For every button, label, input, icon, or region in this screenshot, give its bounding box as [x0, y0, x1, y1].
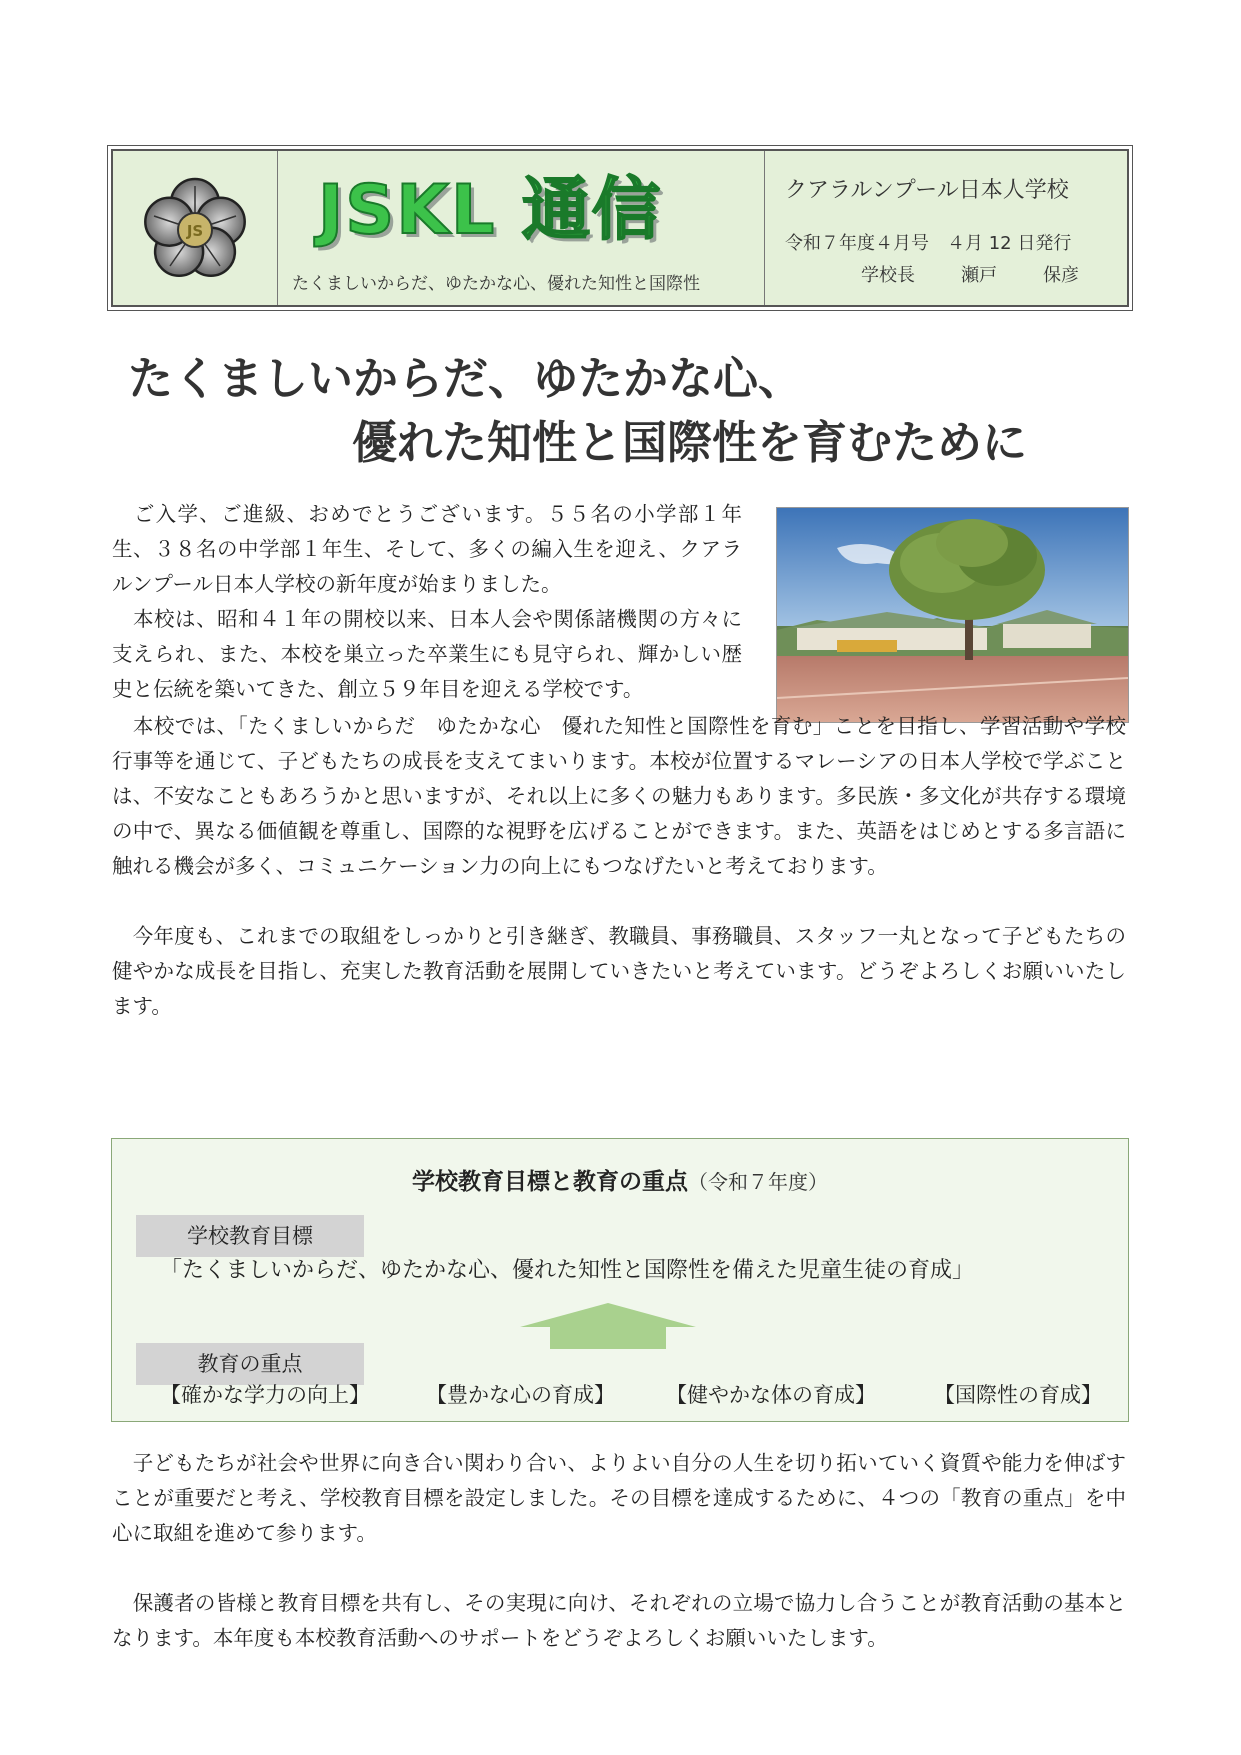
paragraph-history: 本校は、昭和４１年の開校以来、日本人会や関係諸機関の方々に支えられ、また、本校を巣立った卒業生にも見守られ、輝かしい歴史と伝統を築いてきた、創立５９年目を迎える学校です。 [112, 607, 742, 701]
school-building-photo [776, 507, 1129, 723]
paragraph-vision: 本校では、「たくましいからだ ゆたかな心 優れた知性と国際性を育む」ことを目指し、学習活動や学校行事等を通じて、子どもたちの成長を支えてまいります。本校が位置するマレーシアの日本人学校で学ぶことは、不安なこともあろうかと思いますが、それ以上に多くの魅力もあります。多民族・多文化が共存する環境の中で、異なる価値観を尊重し、国際的な視野を広げることができます。また、英語をはじめとする多言語に触れる機会が多く、コミュニケーション力の向上にもつなげたいと考えております。 [112, 714, 1126, 878]
up-arrow-icon [520, 1301, 696, 1351]
focus-item-academic: 【確かな学力の向上】 [160, 1383, 370, 1407]
paragraph-welcome: ご入学、ご進級、おめでとうございます。５５名の小学部１年生、３８名の中学部１年生、そして、多くの編入生を迎え、クアラルンプール日本人学校の新年度が始まりました。 [112, 502, 742, 596]
focus-item-heart: 【豊かな心の育成】 [426, 1383, 615, 1407]
school-motto: たくましいからだ、ゆたかな心、優れた知性と国際性 [292, 274, 700, 294]
intro-paragraphs [112, 497, 742, 707]
goals-year: （令和７年度） [688, 1170, 828, 1194]
masthead [111, 149, 1129, 307]
newsletter-title: JSKL 通信 [318, 171, 662, 250]
school-emblem-icon [137, 175, 253, 285]
school-photo-image [777, 508, 1128, 722]
principal-surname: 瀬戸 [961, 265, 997, 286]
paragraph-request: 保護者の皆様と教育目標を共有し、その実現に向け、それぞれの立場で協力し合うことが教育活動の基本となります。本年度も本校教育活動へのサポートをどうぞよろしくお願いいたします。 [112, 1591, 1126, 1650]
goals-heading: 学校教育目標と教育の重点 [412, 1169, 688, 1195]
goals-title [112, 1163, 1128, 1196]
focus-item-body: 【健やかな体の育成】 [666, 1383, 876, 1407]
masthead-logo-cell [113, 151, 278, 305]
school-goal-statement: 「たくましいからだ、ゆたかな心、優れた知性と国際性を備えた児童生徒の育成」 [160, 1258, 975, 1283]
emblem-letters: JS [186, 222, 204, 240]
focus-item-international: 【国際性の育成】 [934, 1383, 1102, 1407]
paragraph-goal-rationale: 子どもたちが社会や世界に向き合い関わり合い、よりよい自分の人生を切り拓いていく資質や能力を伸ばすことが重要だと考え、学校教育目標を設定しました。その目標を達成するために、４つの「教育の重点」を中心に取組を進めて参ります。 [112, 1451, 1126, 1545]
headline-line-1: たくましいからだ、ゆたかな心、 [128, 352, 804, 405]
paragraph-commitment: 今年度も、これまでの取組をしっかりと引き継ぎ、教職員、事務職員、スタッフ一丸となって子どもたちの健やかな成長を目指し、充実した教育活動を展開していきたいと考えています。どうぞよろしくお願いいたします。 [112, 924, 1126, 1018]
principal-given-name: 保彦 [1043, 265, 1079, 286]
masthead-info-cell [765, 151, 1127, 305]
principal-role: 学校長 [861, 265, 915, 286]
school-name: クアラルンプール日本人学校 [785, 178, 1069, 203]
issue-date: 令和７年度４月号 ４月 12 日発行 [785, 233, 1072, 254]
focus-label: 教育の重点 [136, 1343, 364, 1385]
masthead-title-cell [278, 151, 765, 305]
principal-line [861, 261, 1079, 287]
headline-line-2: 優れた知性と国際性を育むために [352, 416, 1028, 469]
goal-label: 学校教育目標 [136, 1215, 364, 1257]
education-goals-box [111, 1138, 1129, 1422]
